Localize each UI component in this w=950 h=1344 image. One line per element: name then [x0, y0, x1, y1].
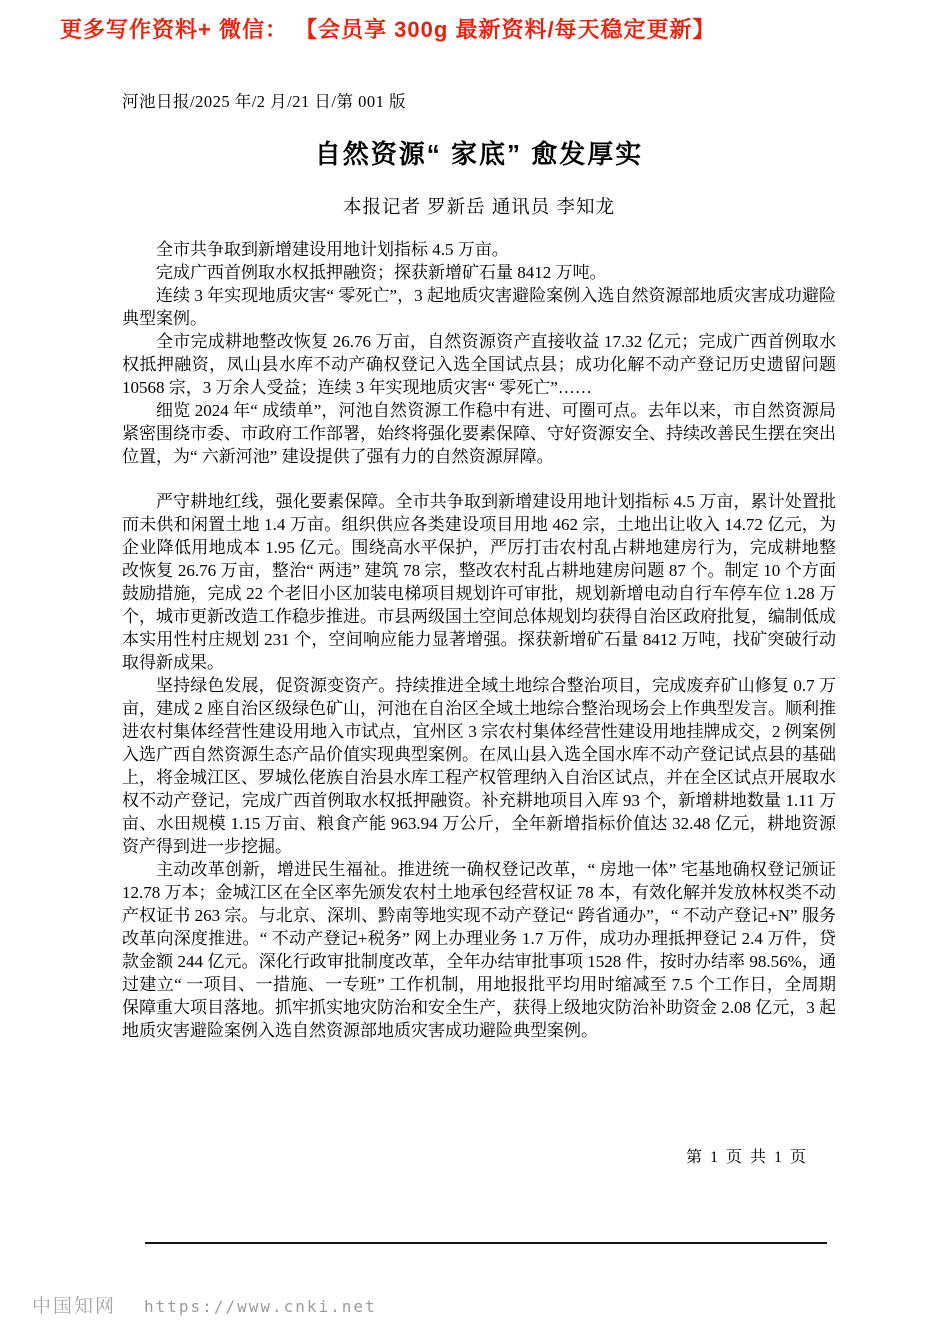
cnki-url: https://www.cnki.net [144, 1297, 377, 1316]
article-paragraph: 连续 3 年实现地质灾害“ 零死亡”，3 起地质灾害避险案例入选自然资源部地质灾害成功避险典型案例。 [122, 286, 836, 328]
article-title: 自然资源“ 家底” 愈发厚实 [314, 139, 644, 169]
article-paragraph: 主动改革创新，增进民生福祉。推进统一确权登记改革，“ 房地一体” 宅基地确权登记颁证 12.78 万本；金城江区在全区率先颁发农村土地承包经营权证 78 本，有效化解并发放林权类不动产权证书 263 宗。与北京、深圳、黔南等地实现不动产登记“ 跨省通办”，“ 不动产登记+N” 服务改革向深度推进。“ 不动产登记+税务” 网上办理业务 1.7 万件，成功办理抵押登记 2.4 万件，贷款金额 244 亿元。深化行政审批制度改革，全年办结审批事项 1528 件，按时办结率 98.56%，通过建立“ 一项目、一措施、一专班” 工作机制，用地报批平均用时缩减至 7.5 个工作日，全周期保障重大项目落地。抓牢抓实地灾防治和安全生产，获得上级地灾防治补助资金 2.08 亿元，3 起地质灾害避险案例入选自然资源部地质灾害成功避险典型案例。 [122, 860, 836, 1040]
article-paragraph: 细览 2024 年“ 成绩单”，河池自然资源工作稳中有进、可圈可点。去年以来，市自然资源局紧密围绕市委、市政府工作部署，始终将强化要素保障、守好资源安全、持续改善民生摆在突出位置，为“ 六新河池” 建设提供了强有力的自然资源屏障。 [122, 401, 836, 466]
cnki-watermark [32, 1291, 377, 1318]
source-line: 河池日报/2025 年/2 月/21 日/第 001 版 [122, 92, 406, 111]
footer-divider [145, 1242, 827, 1244]
page-indicator: 第 1 页 共 1 页 [685, 1149, 808, 1166]
article-paragraph: 严守耕地红线，强化要素保障。全市共争取到新增建设用地计划指标 4.5 万亩，累计处置批而未供和闲置土地 1.4 万亩。组织供应各类建设项目用地 462 宗，土地出让收入 14.72 亿元，为企业降低用地成本 1.95 亿元。围绕高水平保护，严厉打击农村乱占耕地建房行为，完成耕地整改恢复 26.76 万亩，整治“ 两违” 建筑 78 宗，整改农村乱占耕地建房问题 87 个。制定 10 个方面鼓励措施，完成 22 个老旧小区加装电梯项目规划许可审批，规划新增电动自行车停车位 1.28 万个，城市更新改造工作稳步推进。市县两级国土空间总体规划均获得自治区政府批复，编制低成本实用性村庄规划 231 个，空间响应能力显著增强。探获新增矿石量 8412 万吨，找矿突破行动取得新成果。 [122, 492, 836, 672]
article-paragraph: 全市完成耕地整改恢复 26.76 万亩，自然资源资产直接收益 17.32 亿元；完成广西首例取水权抵押融资，凤山县水库不动产确权登记入选全国试点县；成功化解不动产登记历史遗留问题 10568 宗，3 万余人受益；连续 3 年实现地质灾害“ 零死亡”…… [122, 332, 836, 397]
article-paragraph: 完成广西首例取水权抵押融资；探获新增矿石量 8412 万吨。 [156, 263, 607, 282]
article-paragraph: 坚持绿色发展，促资源变资产。持续推进全域土地综合整治项目，完成废弃矿山修复 0.7 万亩，建成 2 座自治区级绿色矿山，河池在自治区全域土地综合整治现场会上作典型发言。顺利推进农村集体经营性建设用地入市试点，宜州区 3 宗农村集体经营性建设用地挂牌成交，2 例案例入选广西自然资源生态产品价值实现典型案例。在凤山县入选全国水库不动产登记试点县的基础上，将金城江区、罗城仫佬族自治县水库工程产权管理纳入自治区试点，并在全区试点开展取水权不动产登记，完成广西首例取水权抵押融资。补充耕地项目入库 93 个，新增耕地数量 1.11 万亩、水田规模 1.15 万亩、粮食产能 963.94 万公斤，全年新增指标价值达 32.48 亿元，耕地资源资产得到进一步挖掘。 [122, 676, 836, 856]
article-body [122, 238, 836, 1042]
article-byline: 本报记者 罗新岳 通讯员 李知龙 [343, 196, 615, 217]
article-paragraph: 全市共争取到新增建设用地计划指标 4.5 万亩。 [156, 240, 509, 259]
cnki-logo-text: 中国知网 [32, 1296, 117, 1317]
promo-banner: 更多写作资料+ 微信： 【会员享 300g 最新资料/每天稳定更新】 [60, 17, 716, 42]
